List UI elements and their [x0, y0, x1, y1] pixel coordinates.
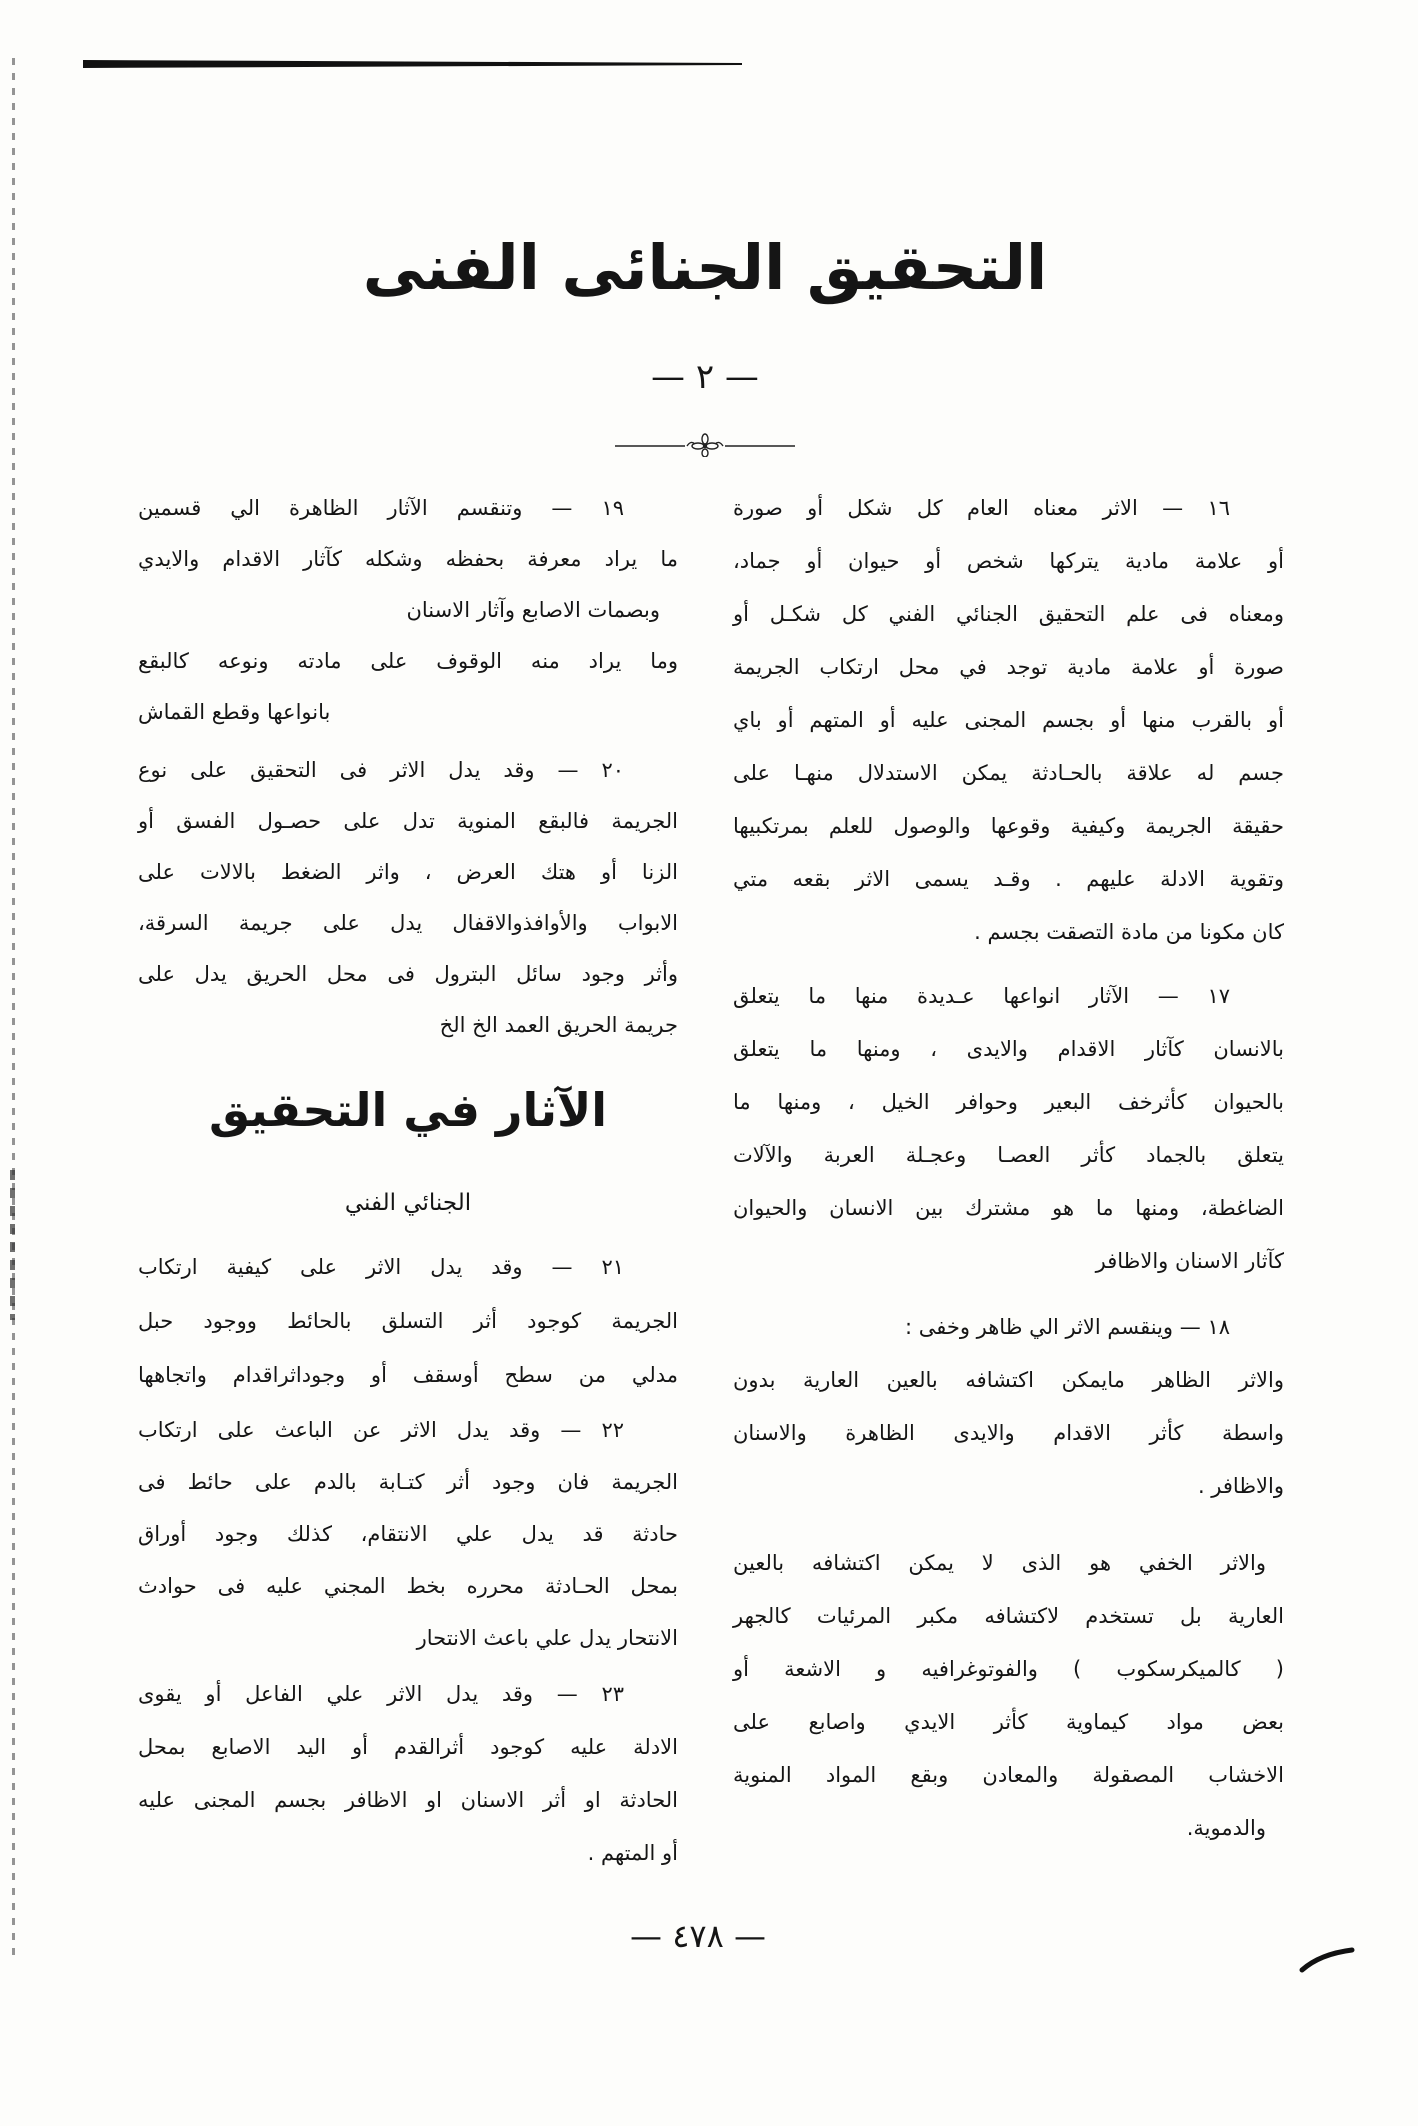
scan-mark: [1296, 1942, 1358, 1978]
text-line: أو بالقرب منها أو بجسم المجنى عليه أو المتهم أو باي: [733, 708, 1284, 732]
text-line: أو المتهم .: [587, 1841, 678, 1865]
text-line: الزنا أو هتك العرض ، واثر الضغط بالالات على: [138, 860, 678, 884]
text-line: ١٨ — وينقسم الاثر الي ظاهر وخفى :: [904, 1315, 1230, 1339]
text-line: الادلة عليه كوجود أثرالقدم أو اليد الاصابع بمحل: [138, 1735, 678, 1759]
text-line: يتعلق بالجماد كأثر العصـا وعجـلة العربة والآلات: [733, 1143, 1284, 1167]
text-line: وأثر وجود سائل البترول فى محل الحريق يدل على: [138, 962, 678, 986]
left-column: [138, 0, 678, 2126]
text-line: بانواعها وقطع القماش: [138, 700, 331, 724]
text-line: حادثة قد يدل علي الانتقام، كذلك وجود أوراق: [138, 1522, 678, 1546]
text-line: بمحل الحـادثة محرره بخط المجني عليه فى حوادث: [138, 1574, 678, 1598]
text-line: جريمة الحريق العمد الخ الخ: [439, 1013, 678, 1037]
text-line: ١٧ — الآثار انواعها عـديدة منها ما يتعلق: [733, 984, 1230, 1008]
page-number: — ٤٧٨ —: [630, 1917, 766, 1955]
paragraph-18: [733, 1301, 1284, 1513]
text-line: واسطة كأثر الاقدام والايدى الظاهرة والاسنان: [733, 1421, 1284, 1445]
text-line: ( كالميكرسكوب ) والفوتوغرافيه و الاشعة أو: [733, 1657, 1284, 1681]
text-line: الجريمة فان وجود أثر كتـابة بالدم على حائط فى: [138, 1470, 678, 1494]
text-line: الانتحار يدل علي باعث الانتحار: [416, 1626, 678, 1650]
text-line: صورة أو علامة مادية توجد في محل ارتكاب الجريمة: [733, 655, 1284, 679]
paragraph-23: [138, 1668, 678, 1880]
text-line: ٢٣ — وقد يدل الاثر علي الفاعل أو يقوى: [138, 1682, 624, 1706]
paragraph-22: [138, 1404, 678, 1664]
text-line: ما يراد معرفة بحفظه وشكله كآثار الاقدام والايدي: [138, 547, 678, 571]
text-line: كان مكونا من مادة التصقت بجسم .: [974, 920, 1284, 944]
text-line: بالانسان كآثار الاقدام والايدى ، ومنها ما يتعلق: [733, 1037, 1284, 1061]
text-line: والاثر الظاهر مايمكن اكتشافه بالعين العارية بدون: [733, 1368, 1284, 1392]
text-line: الابواب والأوافذوالاقفال يدل على جريمة السرقة،: [138, 911, 678, 935]
text-line: ١٩ — وتنقسم الآثار الظاهرة الي قسمين: [138, 496, 624, 520]
text-line: جسم له علاقة بالحـادثة يمكن الاستدلال منهـا على: [733, 761, 1284, 785]
paragraph-16: [733, 482, 1284, 959]
text-line: أو علامة مادية يتركها شخص أو حيوان أو جماد،: [733, 549, 1284, 573]
text-line: بالحيوان كأثرخف البعير وحوافر الخيل ، ومنها ما: [733, 1090, 1284, 1114]
right-column: [733, 0, 1284, 2126]
text-line: ومعناه فى علم التحقيق الجنائي الفني كل شكـل أو: [733, 602, 1284, 626]
text-line: ٢٠ — وقد يدل الاثر فى التحقيق على نوع: [138, 758, 624, 782]
text-line: ٢١ — وقد يدل الاثر على كيفية ارتكاب: [138, 1255, 624, 1279]
paragraph-19: [138, 483, 678, 738]
scan-margin-marks: [10, 1170, 15, 1320]
text-line: ٢٢ — وقد يدل الاثر عن الباعث على ارتكاب: [138, 1418, 624, 1442]
paragraph-17: [733, 970, 1284, 1288]
text-line: بعض مواد كيماوية كأثر الايدي واصابع على: [733, 1710, 1284, 1734]
part-number: — ٢ —: [651, 357, 759, 397]
paragraph-21: [138, 1240, 678, 1402]
text-line: كآثار الاسنان والاظافر: [1095, 1249, 1284, 1273]
text-line: ١٦ — الاثر معناه العام كل شكل أو صورة: [733, 496, 1230, 520]
text-line: الحادثة او أثر الاسنان او الاظافر بجسم المجنى عليه: [138, 1788, 678, 1812]
text-line: الضاغطة، ومنها ما هو مشترك بين الانسان والحيوان: [733, 1196, 1284, 1220]
text-line: الجريمة فالبقع المنوية تدل على حصـول الفسق أو: [138, 809, 678, 833]
section-subheading: الجنائي الفني: [344, 1190, 472, 1216]
text-line: حقيقة الجريمة وكيفية وقوعها والوصول للعلم بمرتكبيها: [733, 814, 1284, 838]
paragraph-20: [138, 745, 678, 1051]
text-line: الاخشاب المصقولة والمعادن وبقع المواد المنوية: [733, 1763, 1284, 1787]
text-line: مدلي من سطح أوسقف أو وجوداثراقدام واتجاهها: [138, 1363, 678, 1387]
section-heading: الآثار في التحقيق: [208, 1083, 608, 1137]
text-line: وما يراد منه الوقوف على مادته ونوعه كالبقع: [138, 649, 678, 673]
paragraph-18-hidden-trace: [733, 1537, 1284, 1855]
text-line: والدموية.: [1186, 1816, 1266, 1840]
text-line: وتقوية الادلة عليهم . وقـد يسمى الاثر بقعه متي: [733, 867, 1284, 891]
text-line: والاثر الخفي هو الذى لا يمكن اكتشافه بالعين: [733, 1551, 1266, 1575]
scan-margin-marks: [12, 58, 15, 1963]
text-line: وبصمات الاصابع وآثار الاسنان: [406, 598, 660, 622]
text-line: والاظافر .: [1197, 1474, 1284, 1498]
page-title: التحقيق الجنائى الفنى: [362, 231, 1048, 304]
text-line: الجريمة كوجود أثر التسلق بالحائط ووجود حبل: [138, 1309, 678, 1333]
text-line: العارية بل تستخدم لاكتشافه مكبر المرئيات كالجهر: [733, 1604, 1284, 1628]
